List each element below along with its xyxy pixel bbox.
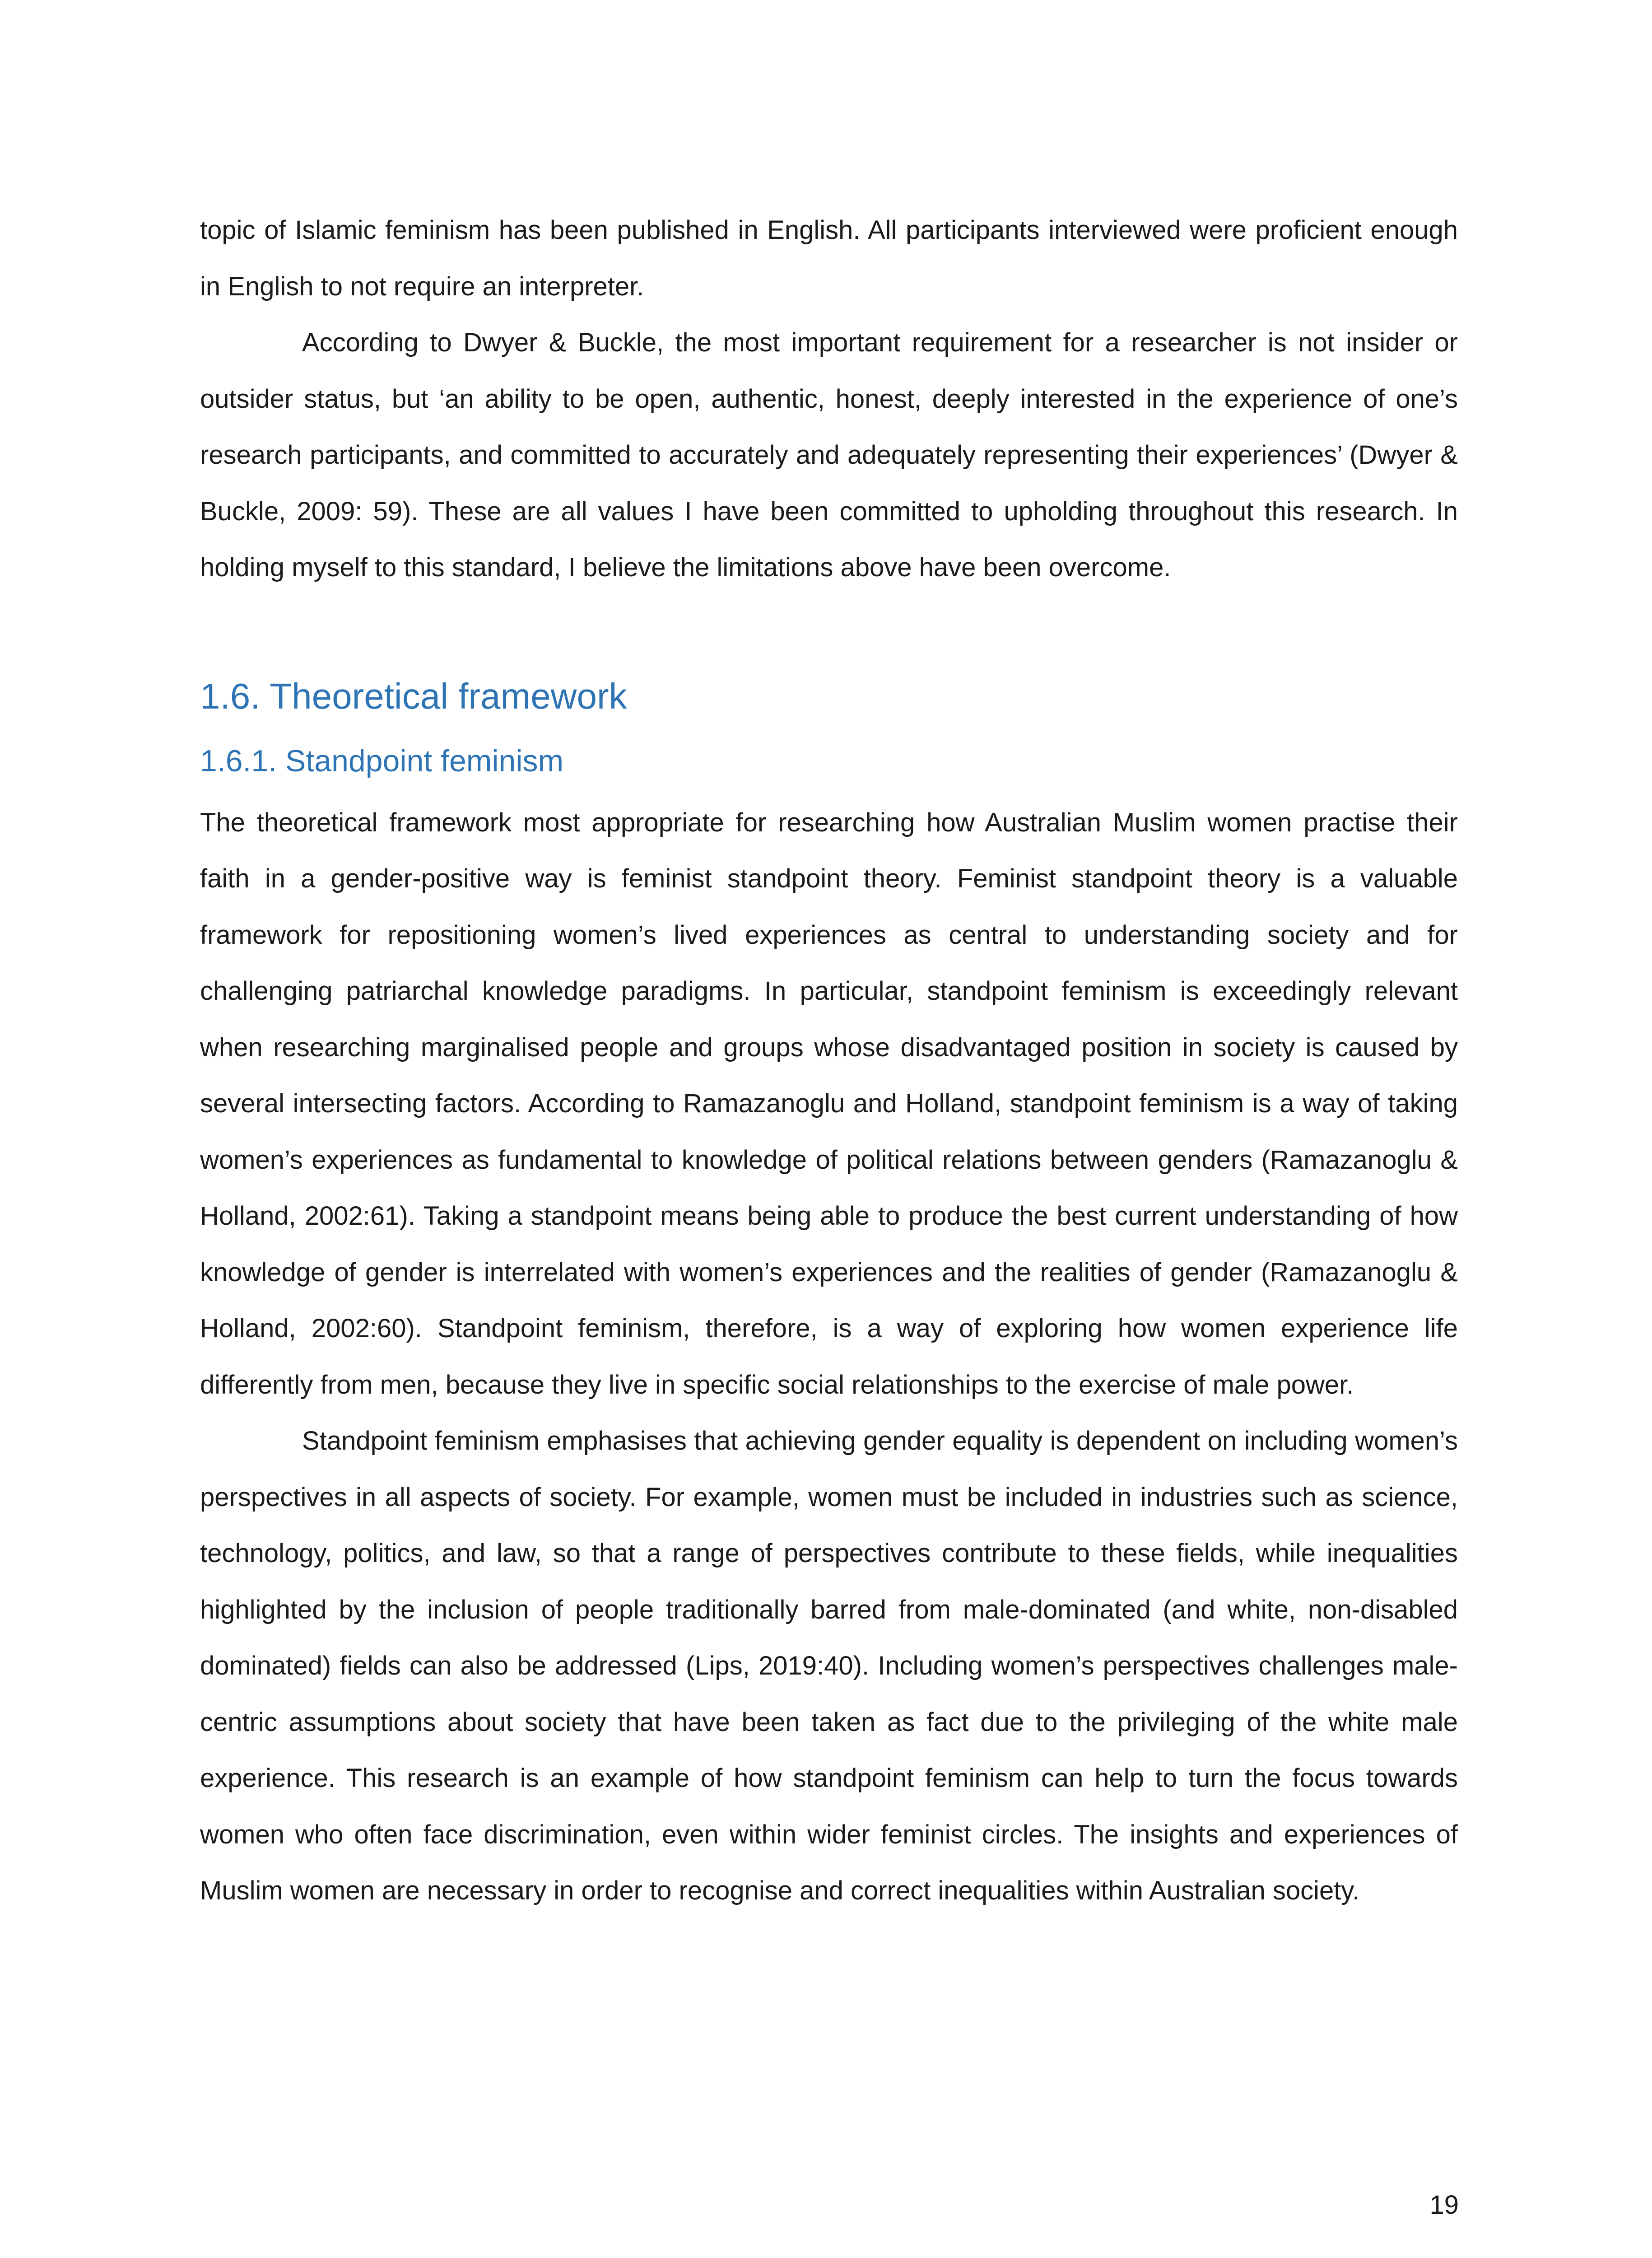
paragraph-gender-equality: Standpoint feminism emphasises that achieving gender equality is dependent on including women’s perspectives in all aspects of society. For example, women must be included in industries such as science, technology, politics, and law, so that a range of perspectives contribute to these fields, while inequalities highlighted by the inclusion of people traditionally barred from male-dominated (and white, non-disabled dominated) fields can also be addressed (Lips, 2019:40). Including women’s perspectives challenges male-centric assumptions about society that have been taken as fact due to the privileging of the white male experience. This research is an example of how standpoint feminism can help to turn the focus towards women who often face discrimination, even within wider feminist circles. The insights and experiences of Muslim women are necessary in order to recognise and correct inequalities within Australian society.	[200, 1426, 1458, 1905]
subsection-heading: 1.6.1. Standpoint feminism	[200, 743, 564, 778]
paragraph-dwyer-buckle: According to Dwyer & Buckle, the most important requirement for a researcher is not insider or outsider status, but ‘an ability to be open, authentic, honest, deeply interested in the experience of one’s research participants, and committed to accurately and adequately representing their experiences’ (Dwyer & Buckle, 2009: 59). These are all values I have been committed to upholding throughout this research. In holding myself to this standard, I believe the limitations above have been overcome.	[200, 328, 1458, 582]
section-heading: 1.6. Theoretical framework	[200, 676, 627, 716]
paragraph-intro-continued: topic of Islamic feminism has been published in English. All participants interviewed were proficient enough in English to not require an interpreter.	[200, 215, 1458, 301]
paragraph-standpoint-theory: The theoretical framework most appropriate for researching how Australian Muslim women practise their faith in a gender-positive way is feminist standpoint theory. Feminist standpoint theory is a valuable framework for repositioning women’s lived experiences as central to understanding society and for challenging patriarchal knowledge paradigms. In particular, standpoint feminism is exceedingly relevant when researching marginalised people and groups whose disadvantaged position in society is caused by several intersecting factors. According to Ramazanoglu and Holland, standpoint feminism is a way of taking women’s experiences as fundamental to knowledge of political relations between genders (Ramazanoglu & Holland, 2002:61). Taking a standpoint means being able to produce the best current understanding of how knowledge of gender is interrelated with women’s experiences and the realities of gender (Ramazanoglu & Holland, 2002:60). Standpoint feminism, therefore, is a way of exploring how women experience life differently from men, because they live in specific social relationships to the exercise of male power.	[200, 807, 1458, 1400]
page-content	[200, 202, 1458, 1919]
page-number: 19	[1429, 2190, 1459, 2220]
